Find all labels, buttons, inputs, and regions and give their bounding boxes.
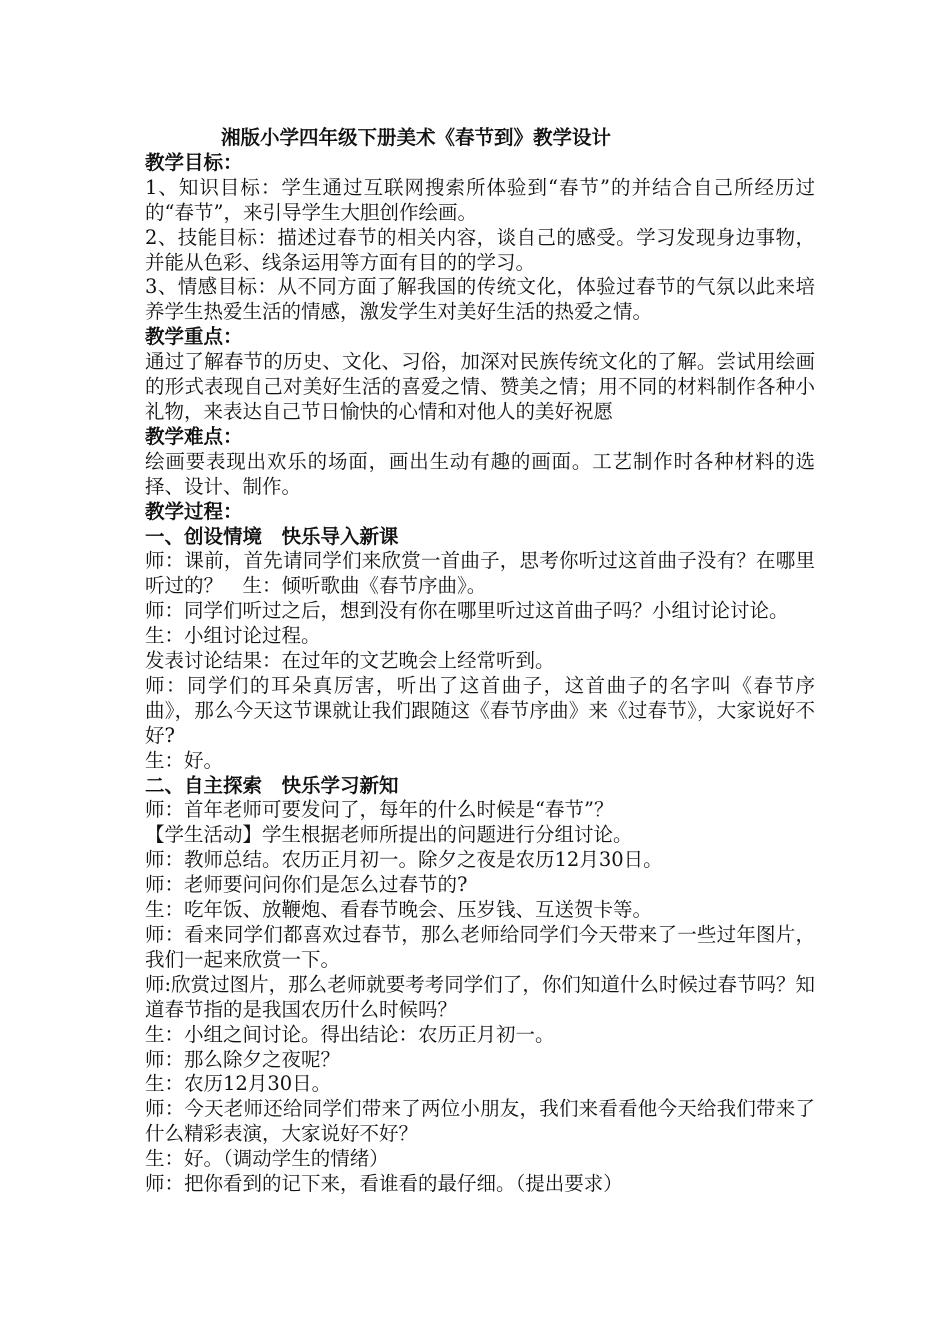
- dialogue-line: 生：小组讨论过程。: [145, 624, 321, 648]
- section2-heading: 二、自主探索 快乐学习新知: [145, 773, 399, 797]
- dialogue-line: 师：老师要问问你们是怎么过春节的?: [145, 873, 468, 897]
- process-heading: 教学过程：: [145, 499, 243, 523]
- goal-item: 3、情感目标：从不同方面了解我国的传统文化，体验过春节的气氛以此来培养学生热爱生活的情感，激发学生对美好生活的热爱之情。: [145, 275, 815, 324]
- goal-item: 2、技能目标：描述过春节的相关内容，谈自己的感受。学习发现身边事物，并能从色彩、线条运用等方面有目的的学习。: [145, 225, 815, 274]
- dialogue-line: 生：好。: [145, 748, 224, 772]
- dialogue-line: 生：农历12月30日。: [145, 1072, 332, 1096]
- key-points-heading: 教学重点：: [145, 325, 243, 349]
- dialogue-line: 师：教师总结。农历正月初一。除夕之夜是农历12月30日。: [145, 848, 663, 872]
- dialogue-line: 生：小组之间讨论。得出结论：农历正月初一。: [145, 1022, 555, 1046]
- dialogue-line: 师：首年老师可要发问了，每年的什么时候是“春节”？: [145, 798, 614, 822]
- dialogue-line: 师：同学们听过之后，想到没有你在哪里听过这首曲子吗？小组讨论讨论。: [145, 599, 789, 623]
- key-points-text: 通过了解春节的历史、文化、习俗，加深对民族传统文化的了解。尝试用绘画的形式表现自己对美好生活的喜爱之情、赞美之情；用不同的材料制作各种小礼物，来表达自己节日愉快的心情和对他人的美好祝愿: [145, 350, 815, 423]
- dialogue-line: 师：那么除夕之夜呢？: [145, 1047, 341, 1071]
- goal-item: 1、知识目标：学生通过互联网搜索所体验到“春节”的并结合自己所经历过的“春节”，来引导学生大胆创作绘画。: [145, 175, 815, 224]
- document-title: 湘版小学四年级下册美术《春节到》教学设计: [221, 126, 612, 149]
- dialogue-line: 师：同学们的耳朵真厉害，听出了这首曲子，这首曲子的名字叫《春节序曲》，那么今天这节课就让我们跟随这《春节序曲》来《过春节》，大家说好不好?: [145, 673, 815, 747]
- dialogue-line: 发表讨论结果：在过年的文艺晚会上经常听到。: [145, 649, 555, 673]
- dialogue-line: 生：好。（调动学生的情绪）: [145, 1147, 389, 1171]
- goals-heading: 教学目标：: [145, 150, 243, 174]
- dialogue-line: 生：吃年饭、放鞭炮、看春节晚会、压岁钱、互送贺卡等。: [145, 898, 653, 922]
- dialogue-line: 【学生活动】学生根据老师所提出的问题进行分组讨论。: [145, 823, 633, 847]
- dialogue-line: 师：今天老师还给同学们带来了两位小朋友，我们来看看他今天给我们带来了什么精彩表演，大家说好不好？: [145, 1097, 815, 1146]
- dialogue-line: 师：看来同学们都喜欢过春节，那么老师给同学们今天带来了一些过年图片，我们一起来欣赏一下。: [145, 923, 815, 971]
- difficulties-text: 绘画要表现出欢乐的场面，画出生动有趣的画面。工艺制作时各种材料的选择、设计、制作。: [145, 449, 815, 498]
- document-page: [145, 126, 815, 1197]
- section1-heading: 一、创设情境 快乐导入新课: [145, 524, 399, 548]
- dialogue-line: 师:欣赏过图片，那么老师就要考考同学们了，你们知道什么时候过春节吗？知道春节指的是我国农历什么时候吗？: [145, 972, 815, 1021]
- difficulties-heading: 教学难点：: [145, 424, 243, 448]
- dialogue-line: 师：把你看到的记下来，看谁看的最仔细。（提出要求）: [145, 1172, 623, 1196]
- dialogue-line: 师：课前，首先请同学们来欣赏一首曲子，思考你听过这首曲子没有？在哪里听过的？ 生：倾听歌曲《春节序曲》。: [145, 549, 815, 598]
